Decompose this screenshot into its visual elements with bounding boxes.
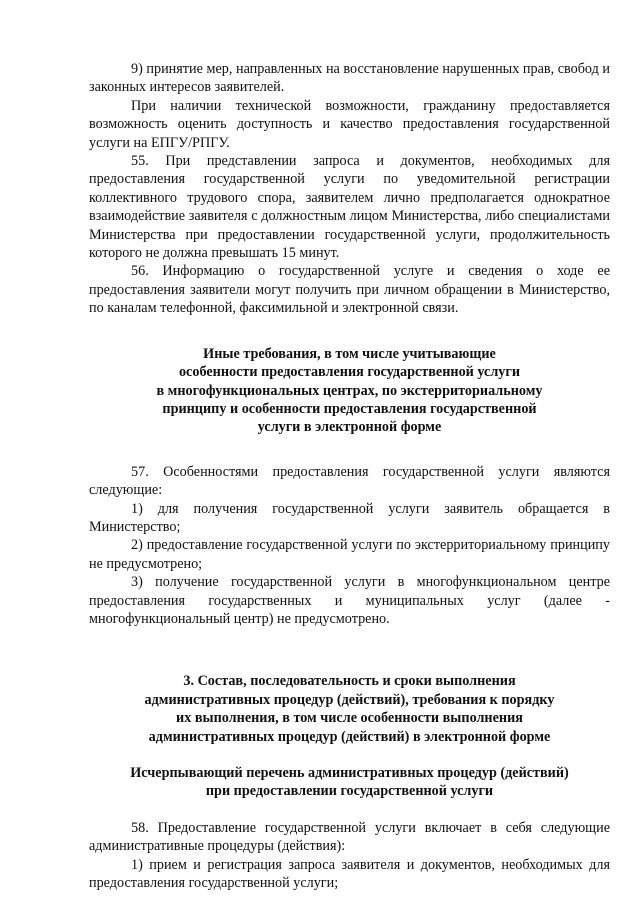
heading-line: при предоставлении государственной услуги — [205, 783, 494, 800]
heading-procedures-list — [89, 764, 610, 801]
list-item-58-1: 1) прием и регистрация запроса заявителя и документов, необходимых для предоставления государственной услуги; — [89, 856, 610, 892]
list-item-57-2: 2) предоставление государственной услуги по экстерриториальному принципу не предусмотрено; — [89, 537, 610, 572]
paragraph-57: 57. Особенностями предоставления государственной услуги являются следующие: — [89, 463, 610, 499]
list-item-57-1: 1) для получения государственной услуги заявитель обращается в Министерство; — [89, 500, 610, 535]
paragraph-epgu-rating: При наличии технической возможности, гражданину предоставляется возможность оценить доступность и качество предоставления государственной услуги на ЕПГУ/РПГУ. — [89, 97, 610, 151]
heading-line: особенности предоставления государственной услуги — [178, 364, 521, 381]
heading-line: Исчерпывающий перечень административных процедур (действий) — [130, 765, 569, 781]
paragraph-56: 56. Информацию о государственной услуге и сведения о ходе ее предоставления заявители могут получить при личном обращении в Министерство, по каналам телефонной, факсимильной и электронной связи. — [89, 263, 610, 317]
paragraph-55: 55. При представлении запроса и документов, необходимых для предоставления государственной услуги по уведомительной регистрации коллективного трудового спора, заявителем лично предполагается однократное взаимодействие заявителя с должностным лицом Министерства, либо специалистами Министерства при предоставлении государственной услуги, продолжительность которого не должна превышать 15 минут. — [89, 153, 610, 262]
heading-other-requirements — [89, 345, 610, 437]
heading-line: административных процедур (действий) в электронной форме — [148, 728, 551, 745]
list-item-57-3: 3) получение государственной услуги в многофункциональном центре предоставления государственных и муниципальных услуг (далее - многофункциональный центр) не предусмотрено. — [89, 574, 610, 627]
heading-line: 3. Состав, последовательность и сроки выполнения — [183, 673, 516, 690]
heading-line: услуги в электронной форме — [257, 419, 442, 436]
document-body — [89, 60, 610, 892]
heading-line: в многофункциональных центрах, по экстерриториальному — [156, 382, 543, 399]
heading-line: административных процедур (действий), требования к порядку — [144, 691, 555, 708]
paragraph-58: 58. Предоставление государственной услуги включает в себя следующие административные процедуры (действия): — [89, 819, 610, 855]
heading-line: их выполнения, в том числе особенности выполнения — [176, 710, 523, 727]
heading-section-3 — [89, 672, 610, 746]
paragraph-item-9: 9) принятие мер, направленных на восстановление нарушенных прав, свобод и законных интересов заявителей. — [89, 61, 610, 96]
heading-line: принципу и особенности предоставления государственной — [162, 400, 537, 417]
heading-line: Иные требования, в том числе учитывающие — [203, 345, 496, 362]
